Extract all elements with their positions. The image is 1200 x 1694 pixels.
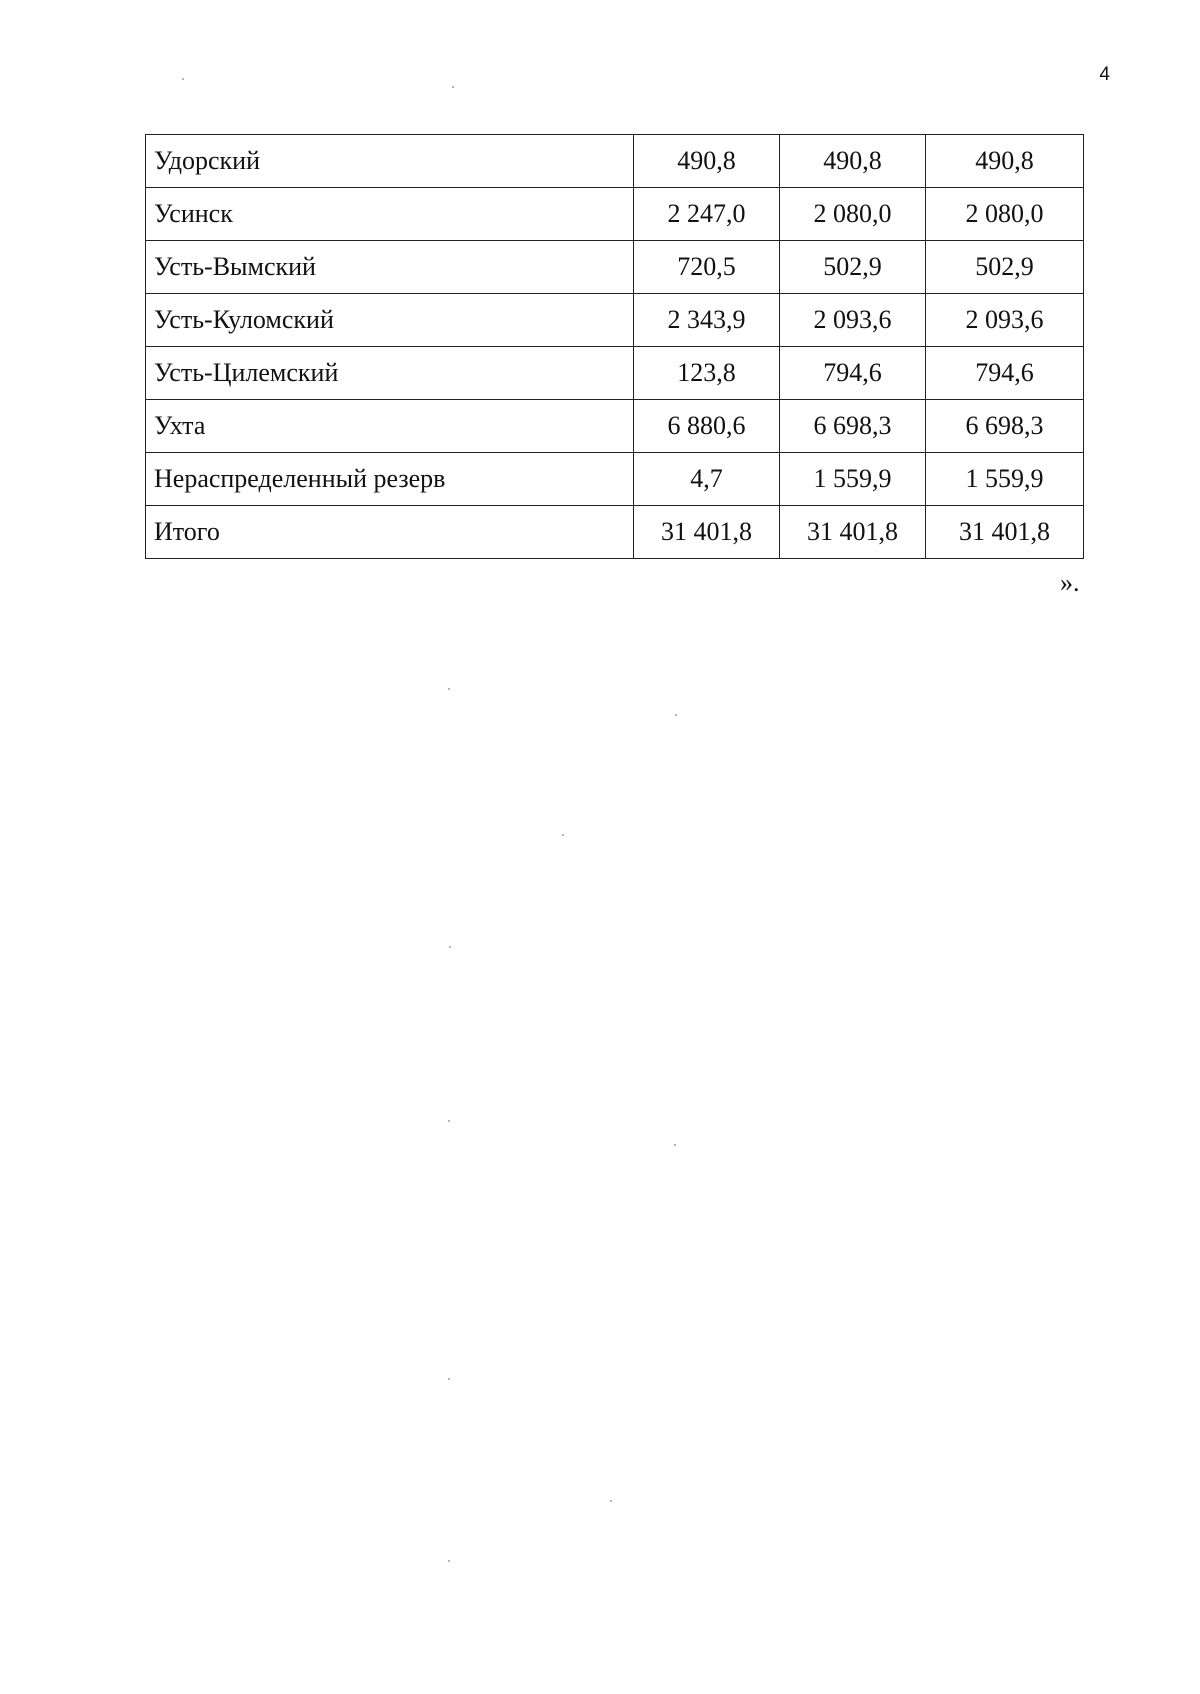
page-number: 4 bbox=[1099, 64, 1110, 85]
row-value-3: 794,6 bbox=[926, 347, 1084, 400]
row-value-1: 720,5 bbox=[634, 241, 780, 294]
scan-speck bbox=[448, 688, 450, 690]
scan-speck bbox=[448, 1378, 450, 1380]
row-value-3: 1 559,9 bbox=[926, 453, 1084, 506]
data-table bbox=[145, 134, 1084, 559]
closing-quote: ». bbox=[1060, 568, 1080, 597]
row-value-1: 123,8 bbox=[634, 347, 780, 400]
row-value-3: 6 698,3 bbox=[926, 400, 1084, 453]
table-row bbox=[146, 453, 1084, 506]
row-value-1: 4,7 bbox=[634, 453, 780, 506]
scan-speck bbox=[610, 1500, 612, 1502]
table-row bbox=[146, 347, 1084, 400]
row-name: Удорский bbox=[146, 135, 634, 188]
row-value-2: 31 401,8 bbox=[780, 506, 926, 559]
row-value-1: 490,8 bbox=[634, 135, 780, 188]
row-value-3: 2 080,0 bbox=[926, 188, 1084, 241]
table-row bbox=[146, 188, 1084, 241]
scan-speck bbox=[452, 86, 454, 88]
row-value-3: 31 401,8 bbox=[926, 506, 1084, 559]
row-name: Усть-Вымский bbox=[146, 241, 634, 294]
row-name: Нераспределенный резерв bbox=[146, 453, 634, 506]
row-value-2: 490,8 bbox=[780, 135, 926, 188]
row-name: Ухта bbox=[146, 400, 634, 453]
row-name: Усть-Цилемский bbox=[146, 347, 634, 400]
row-value-2: 794,6 bbox=[780, 347, 926, 400]
table-row bbox=[146, 135, 1084, 188]
row-value-1: 2 247,0 bbox=[634, 188, 780, 241]
row-value-2: 1 559,9 bbox=[780, 453, 926, 506]
row-value-3: 2 093,6 bbox=[926, 294, 1084, 347]
scan-speck bbox=[674, 1144, 676, 1146]
row-value-3: 502,9 bbox=[926, 241, 1084, 294]
row-value-1: 2 343,9 bbox=[634, 294, 780, 347]
row-name: Усть-Куломский bbox=[146, 294, 634, 347]
scan-speck bbox=[562, 834, 564, 836]
table-row bbox=[146, 400, 1084, 453]
row-value-3: 490,8 bbox=[926, 135, 1084, 188]
scan-speck bbox=[448, 1560, 450, 1562]
row-value-2: 2 093,6 bbox=[780, 294, 926, 347]
scan-speck bbox=[449, 946, 451, 948]
table-row bbox=[146, 294, 1084, 347]
table-row-total bbox=[146, 506, 1084, 559]
row-name: Усинск bbox=[146, 188, 634, 241]
row-value-2: 502,9 bbox=[780, 241, 926, 294]
scan-speck bbox=[675, 714, 677, 716]
scan-speck bbox=[182, 78, 184, 80]
row-value-1: 31 401,8 bbox=[634, 506, 780, 559]
row-name: Итого bbox=[146, 506, 634, 559]
row-value-2: 2 080,0 bbox=[780, 188, 926, 241]
scan-speck bbox=[448, 1120, 450, 1122]
row-value-1: 6 880,6 bbox=[634, 400, 780, 453]
table-row bbox=[146, 241, 1084, 294]
row-value-2: 6 698,3 bbox=[780, 400, 926, 453]
